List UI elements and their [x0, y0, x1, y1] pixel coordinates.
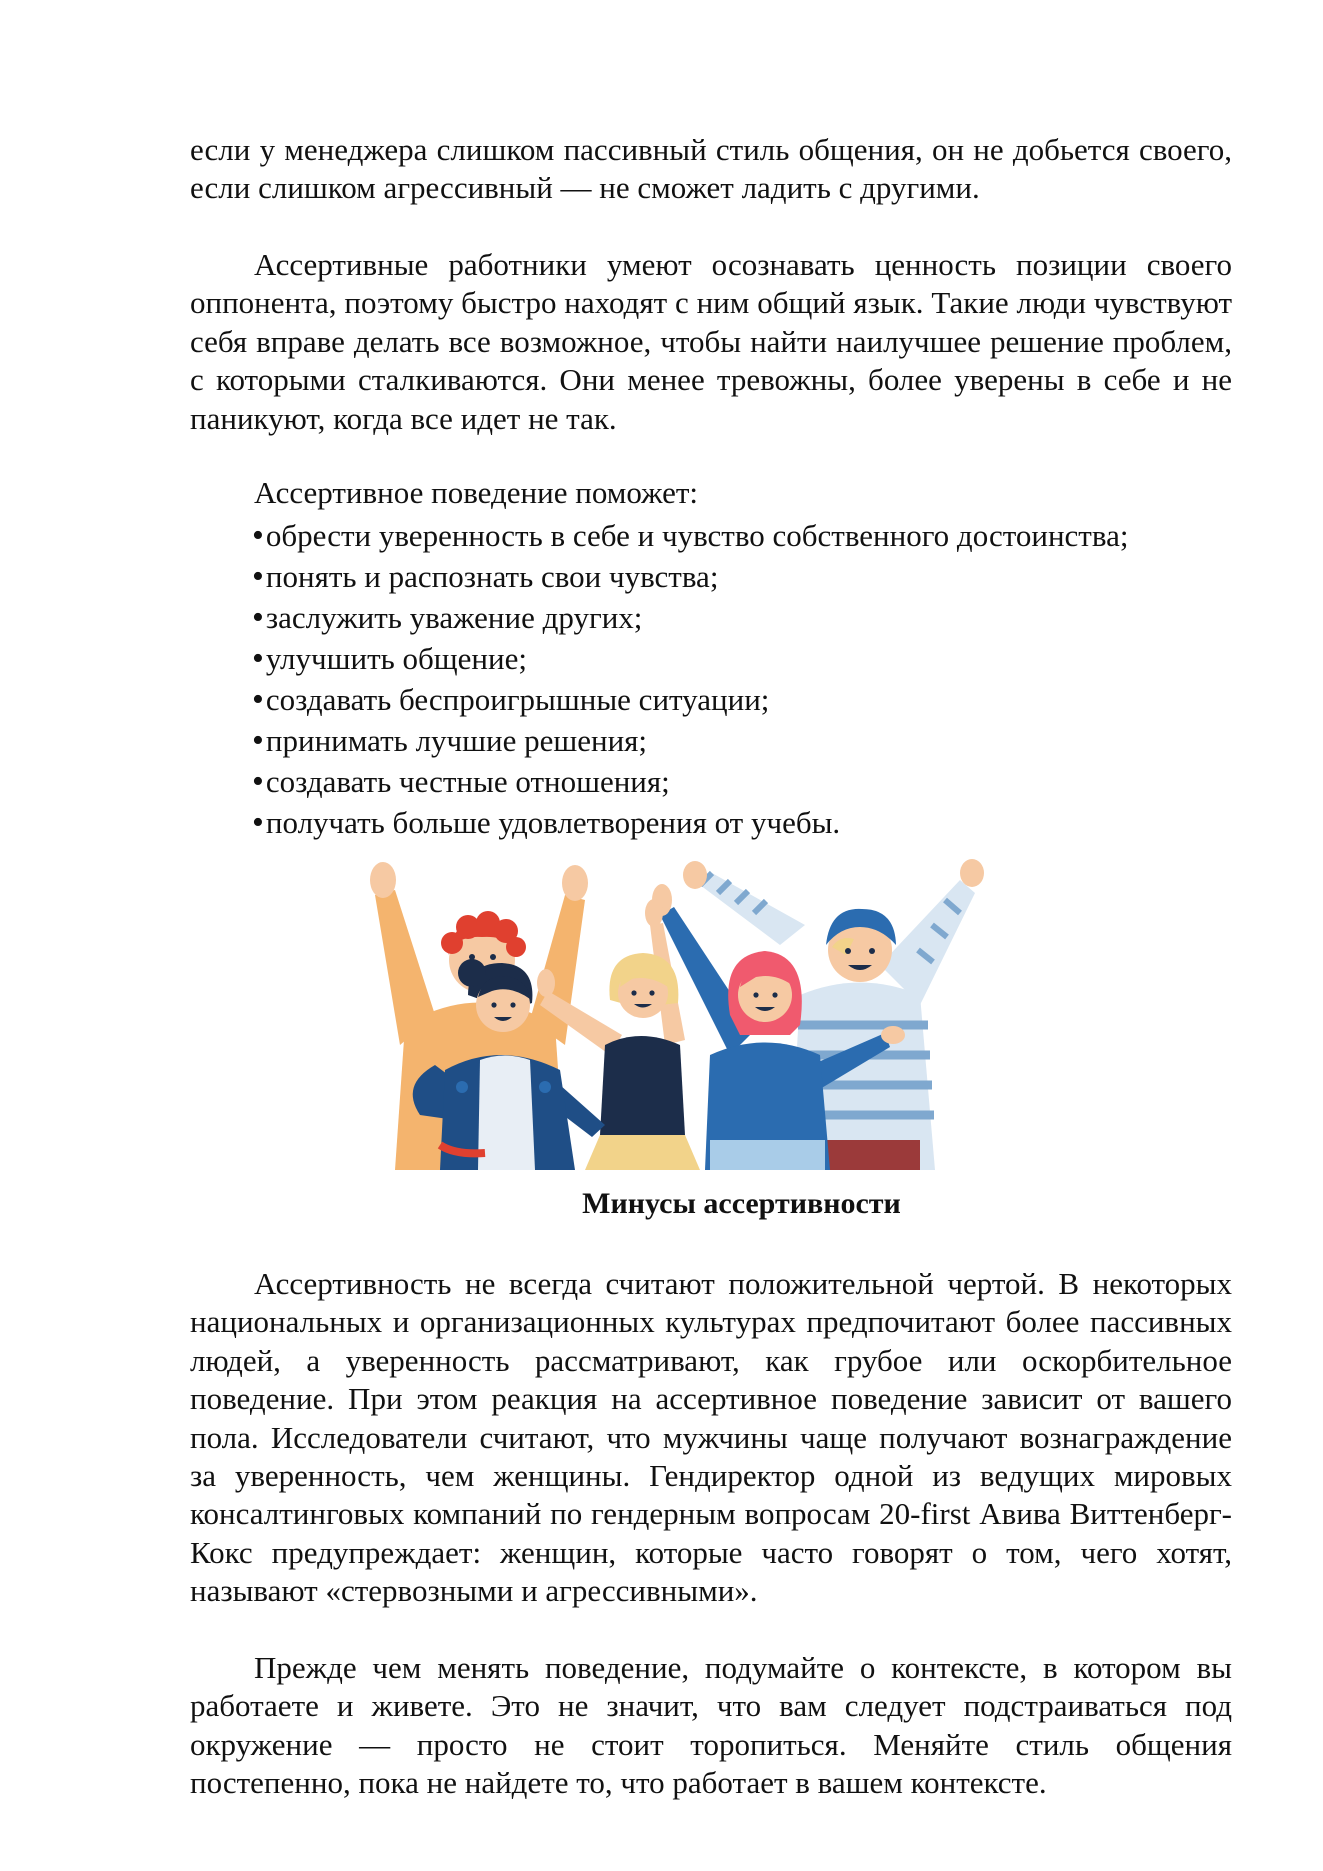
list-item: • принимать лучшие решения;	[252, 720, 1252, 761]
benefits-list	[252, 515, 1252, 843]
paragraph-advice: Прежде чем менять поведение, подумайте о контексте, в котором вы работаете и живете. Это не значит, что вам следует подстраиваться под окружение — просто не стоит торопиться. Меняйте стиль общения постепенно, пока не найдете то, что работает в вашем контексте.	[190, 1650, 1232, 1801]
list-item: • создавать беспроигрышные ситуации;	[252, 679, 1252, 720]
list-item: • получать больше удовлетворения от учебы.	[252, 802, 1252, 843]
list-item: • создавать честные отношения;	[252, 761, 1252, 802]
section-heading: Минусы ассертивности	[582, 1187, 901, 1220]
list-item: • улучшить общение;	[252, 638, 1252, 679]
list-item: • понять и распознать свои чувства;	[252, 556, 1252, 597]
paragraph-assertive-workers: Ассертивные работники умеют осознавать ценность позиции своего оппонента, поэтому быстро находят с ним общий язык. Такие люди чувствуют себя вправе делать все возможное, чтобы найти наилучшее решение проблем, с которыми сталкиваются. Они менее тревожны, более уверены в себе и не паникуют, когда все идет не так.	[190, 247, 1232, 436]
list-intro: Ассертивное поведение поможет:	[254, 475, 699, 510]
list-item: • заслужить уважение других;	[252, 597, 1252, 638]
people-illustration	[360, 855, 1060, 1170]
list-item: • обрести уверенность в себе и чувство собственного достоинства;	[252, 515, 1252, 556]
paragraph-continuation: если у менеджера слишком пассивный стиль общения, он не добьется своего, если слишком агрессивный — не сможет ладить с другими.	[190, 132, 1232, 206]
paragraph-minuses: Ассертивность не всегда считают положительной чертой. В некоторых национальных и организационных культурах предпочитают более пассивных людей, а уверенность рассматривают, как грубое или оскорбительное поведение. При этом реакция на ассертивное поведение зависит от вашего пола. Исследователи считают, что мужчины чаще получают вознаграждение за уверенность, чем женщины. Гендиректор одной из ведущих мировых консалтинговых компаний по гендерным вопросам 20-first Авива Виттенберг-Кокс предупреждает: женщин, которые часто говорят о том, чего хотят, называют «стервозными и агрессивными».	[190, 1266, 1232, 1609]
